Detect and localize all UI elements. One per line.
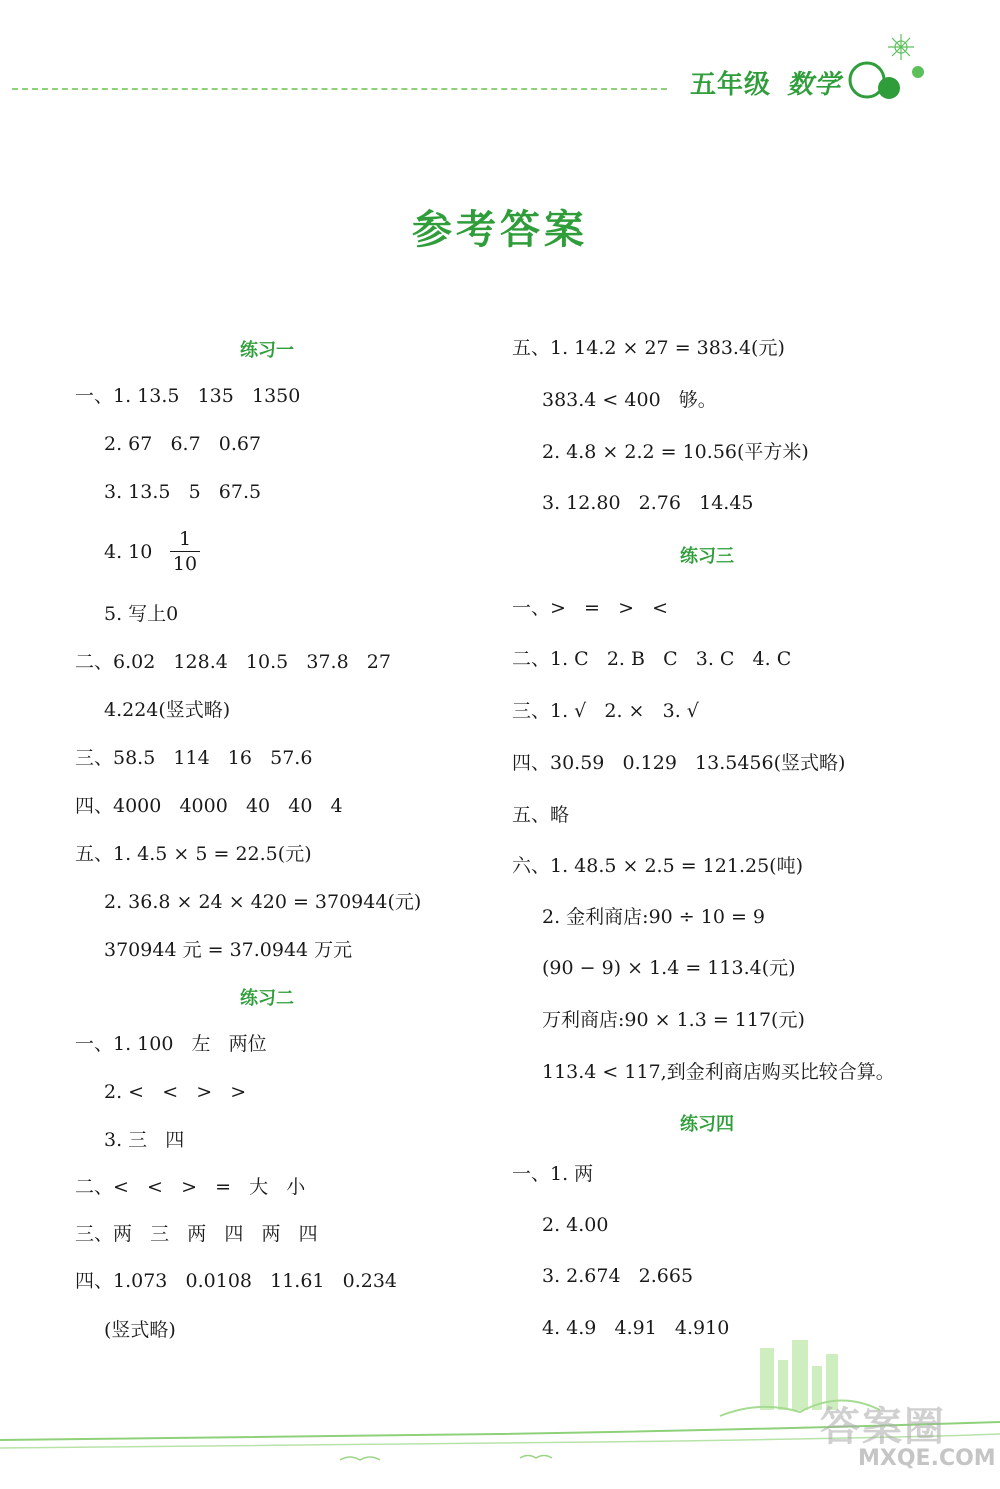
answer-line: 383.4 < 400 够。 xyxy=(542,389,717,411)
answer-line: 3. 2.674 2.665 xyxy=(542,1265,694,1287)
answer-line: 2. 4.00 xyxy=(542,1214,609,1236)
answer-line: 三、58.5 114 16 57.6 xyxy=(75,747,313,769)
answer-line: 二、< < > = 大 小 xyxy=(75,1176,306,1198)
answer-line: 3. 三 四 xyxy=(104,1129,185,1151)
bubble-logo-icon xyxy=(845,30,930,105)
answer-line: (90 − 9) × 1.4 = 113.4(元) xyxy=(542,957,796,979)
answer-line: 万利商店:90 × 1.3 = 117(元) xyxy=(542,1009,805,1031)
answer-line: 四、4000 4000 40 40 4 xyxy=(75,795,343,817)
answer-line: 六、1. 48.5 × 2.5 = 121.25(吨) xyxy=(512,855,803,877)
answer-line: (竖式略) xyxy=(104,1319,176,1341)
answer-line: 一、1. 两 xyxy=(512,1163,594,1185)
answer-line: 370944 元 = 37.0944 万元 xyxy=(104,939,353,961)
answer-line: 113.4 < 117,到金利商店购买比较合算。 xyxy=(542,1061,895,1083)
answer-line: 一、1. 100 左 两位 xyxy=(75,1033,267,1055)
answer-line: 二、6.02 128.4 10.5 37.8 27 xyxy=(75,651,391,673)
answer-line: 五、1. 4.5 × 5 = 22.5(元) xyxy=(75,843,312,865)
answer-line: 3. 12.80 2.76 14.45 xyxy=(542,492,754,514)
answer-line: 一、> = > < xyxy=(512,597,669,619)
subject-label: 数学 xyxy=(787,69,842,100)
answer-line: 四、30.59 0.129 13.5456(竖式略) xyxy=(512,752,846,774)
page-title: 参考答案 xyxy=(412,207,588,253)
section-heading-3: 练习三 xyxy=(680,546,734,567)
answer-line: 2. 36.8 × 24 × 420 = 370944(元) xyxy=(104,891,422,913)
section-heading-2: 练习二 xyxy=(240,988,294,1009)
watermark-url: MXQE.COM xyxy=(858,1446,996,1471)
answer-line: 五、略 xyxy=(512,804,570,826)
answer-line: 三、1. √ 2. × 3. √ xyxy=(512,700,699,722)
header-rule xyxy=(12,88,667,90)
answer-line: 三、两 三 两 四 两 四 xyxy=(75,1223,318,1245)
answer-line: 一、1. 13.5 135 1350 xyxy=(75,385,301,407)
answer-line: 5. 写上0 xyxy=(104,603,179,625)
watermark-logo: 答案圈 xyxy=(820,1404,946,1450)
answer-line: 2. 4.8 × 2.2 = 10.56(平方米) xyxy=(542,441,809,463)
answer-line: 2. 金利商店:90 ÷ 10 = 9 xyxy=(542,906,766,928)
fraction-numerator: 1 xyxy=(178,528,192,550)
answer-line: 2. < < > > xyxy=(104,1081,247,1103)
answer-line: 五、1. 14.2 × 27 = 383.4(元) xyxy=(512,337,785,359)
grade-label: 五年级 xyxy=(690,69,772,100)
answer-line: 二、1. C 2. B C 3. C 4. C xyxy=(512,648,792,670)
answer-line: 2. 67 6.7 0.67 xyxy=(104,433,262,455)
answer-line: 4. 10 xyxy=(104,541,153,563)
answer-line: 4.224(竖式略) xyxy=(104,699,231,721)
fraction-denominator: 10 xyxy=(172,553,198,575)
fraction xyxy=(170,528,200,575)
header-label xyxy=(690,62,841,102)
answer-line: 3. 13.5 5 67.5 xyxy=(104,481,262,503)
answer-line: 四、1.073 0.0108 11.61 0.234 xyxy=(75,1270,398,1292)
section-heading-4: 练习四 xyxy=(680,1114,734,1135)
section-heading-1: 练习一 xyxy=(240,340,294,361)
answer-line: 4. 4.9 4.91 4.910 xyxy=(542,1317,730,1339)
fraction-bar xyxy=(170,551,200,552)
